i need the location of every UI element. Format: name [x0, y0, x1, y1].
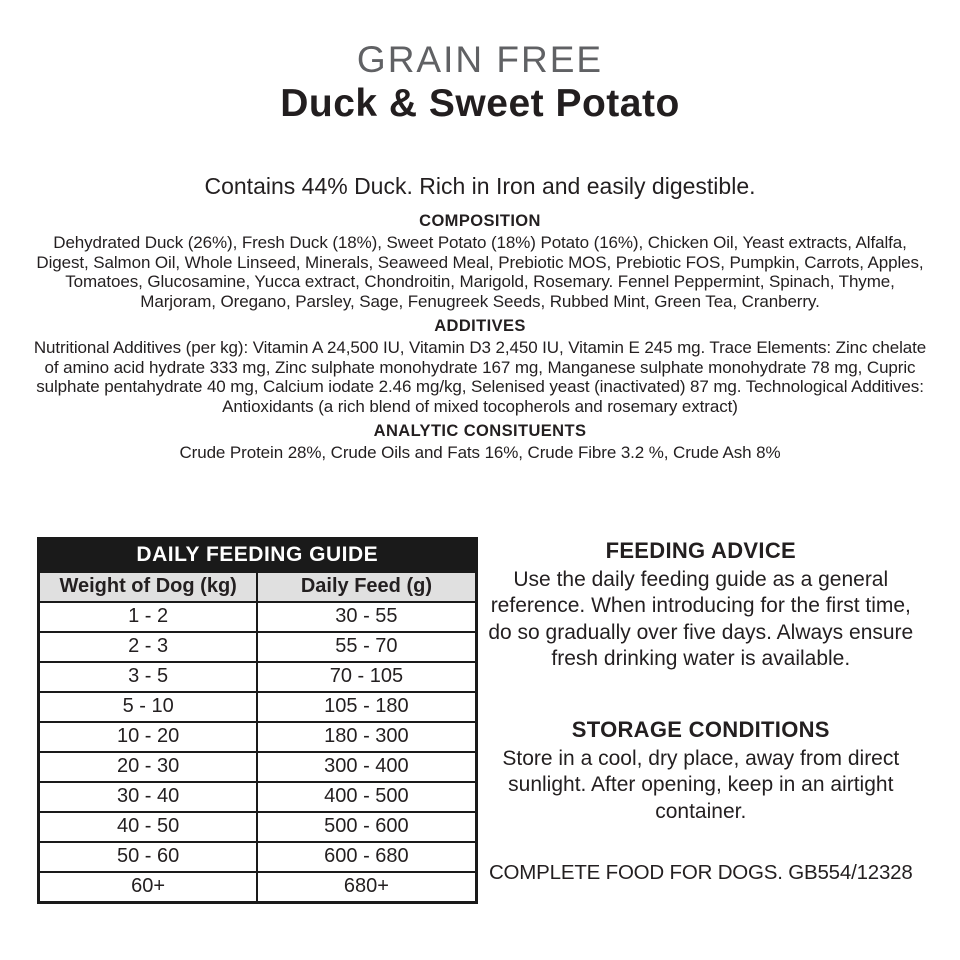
table-cell: 180 - 300	[257, 722, 476, 752]
range-title: GRAIN FREE	[356, 39, 604, 80]
table-cell: 5 - 10	[39, 692, 258, 722]
additives-text: Nutritional Additives (per kg): Vitamin A 24,500 IU, Vitamin D3 2,450 IU, Vitamin E 245 mg. Trace Elements: Zinc chelate of amino acid hydrate 333 mg, Zinc sulphate monohydrate 167 mg, Manganese sulphate monohydrate 78 mg, Cupric sulphate pentahydrate 40 mg, Calcium iodate 2.46 mg/kg, Selenised yeast (inactivated) 87 mg. Technological Additives: Antioxidants (a rich blend of mixed tocopherols and rosemary extract)	[33, 338, 927, 416]
feeding-advice-text: Use the daily feeding guide as a general reference. When introducing for the first time, do so gradually over five days. Always ensure fresh drinking water is available.	[488, 567, 914, 671]
table-cell: 400 - 500	[257, 782, 476, 812]
table-row	[39, 782, 477, 812]
composition-text: Dehydrated Duck (26%), Fresh Duck (18%), Sweet Potato (18%) Potato (16%), Chicken Oil, Yeast extracts, Alfalfa, Digest, Salmon Oil, Whole Linseed, Minerals, Seaweed Meal, Prebiotic MOS, Prebiotic FOS, Pumpkin, Carrots, Apples, Tomatoes, Glucosamine, Yucca extract, Chondroitin, Marigold, Rosemary. Fennel Peppermint, Spinach, Thyme, Marjoram, Oregano, Parsley, Sage, Fenugreek Seeds, Rubbed Mint, Green Tea, Cranberry.	[36, 233, 924, 311]
table-row	[39, 662, 477, 692]
column-header-weight: Weight of Dog (kg)	[39, 572, 258, 602]
composition-heading: COMPOSITION	[419, 212, 541, 231]
table-cell: 1 - 2	[39, 602, 258, 632]
table-cell: 680+	[257, 872, 476, 903]
table-cell: 600 - 680	[257, 842, 476, 872]
label-header	[28, 40, 932, 199]
table-title: DAILY FEEDING GUIDE	[39, 538, 477, 572]
table-row	[39, 842, 477, 872]
table-row	[39, 692, 477, 722]
info-sections	[28, 212, 932, 463]
table-cell: 3 - 5	[39, 662, 258, 692]
table-cell: 105 - 180	[257, 692, 476, 722]
table-row	[39, 752, 477, 782]
table-cell: 500 - 600	[257, 812, 476, 842]
table-cell: 30 - 40	[39, 782, 258, 812]
feeding-table-head	[39, 538, 477, 602]
advice-column	[478, 537, 924, 886]
table-cell: 40 - 50	[39, 812, 258, 842]
table-cell: 70 - 105	[257, 662, 476, 692]
table-row	[39, 872, 477, 903]
table-cell: 50 - 60	[39, 842, 258, 872]
table-cell: 300 - 400	[257, 752, 476, 782]
table-cell: 20 - 30	[39, 752, 258, 782]
table-cell: 60+	[39, 872, 258, 903]
daily-feeding-guide-table	[37, 537, 478, 904]
product-name: Duck & Sweet Potato	[280, 81, 680, 125]
storage-conditions-heading: STORAGE CONDITIONS	[571, 716, 830, 742]
table-title-row	[39, 538, 477, 572]
table-row	[39, 812, 477, 842]
column-header-daily-feed: Daily Feed (g)	[257, 572, 476, 602]
table-row	[39, 632, 477, 662]
feeding-advice-heading: FEEDING ADVICE	[605, 537, 796, 563]
analytical-constituents-text: Crude Protein 28%, Crude Oils and Fats 16%, Crude Fibre 3.2 %, Crude Ash 8%	[179, 443, 781, 463]
table-cell: 30 - 55	[257, 602, 476, 632]
table-row	[39, 722, 477, 752]
additives-heading: ADDITIVES	[434, 317, 526, 336]
bottom-columns	[28, 537, 932, 904]
table-row	[39, 602, 477, 632]
product-tagline: Contains 44% Duck. Rich in Iron and easily digestible.	[204, 172, 756, 199]
table-cell: 2 - 3	[39, 632, 258, 662]
table-cell: 55 - 70	[257, 632, 476, 662]
storage-conditions-text: Store in a cool, dry place, away from direct sunlight. After opening, keep in an airtight container.	[502, 746, 900, 823]
complete-food-statement: COMPLETE FOOD FOR DOGS. GB554/12328	[488, 861, 913, 885]
table-cell: 10 - 20	[39, 722, 258, 752]
analytical-constituents-heading: ANALYTIC CONSITUENTS	[373, 422, 587, 441]
feeding-table-body	[39, 602, 477, 903]
column-header-row	[39, 572, 477, 602]
